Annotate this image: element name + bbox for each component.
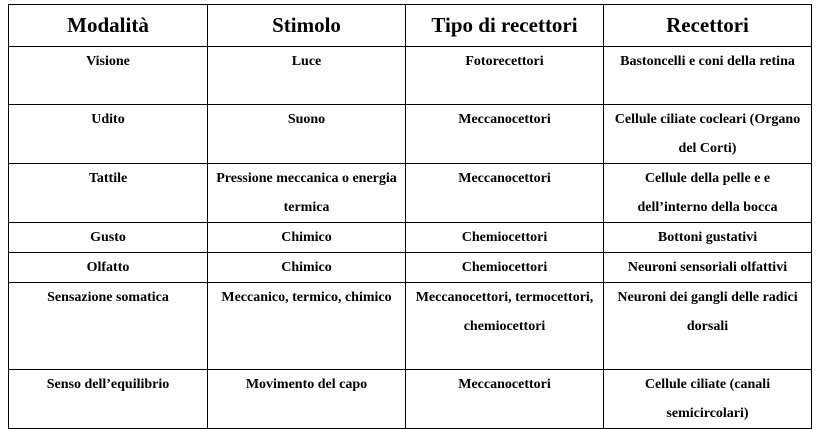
cell-modalita: Gusto — [9, 223, 208, 253]
table-row — [9, 164, 812, 223]
cell-modalita: Sensazione somatica — [9, 283, 208, 370]
cell-stimolo: Chimico — [208, 223, 406, 253]
cell-recettori: Bastoncelli e coni della retina — [604, 47, 812, 105]
cell-recettori: Cellule ciliate cocleari (Organo del Corti) — [604, 105, 812, 164]
cell-tipo-recettori: Meccanocettori — [406, 105, 604, 164]
cell-modalita: Tattile — [9, 164, 208, 223]
cell-modalita: Udito — [9, 105, 208, 164]
cell-modalita: Senso dell’equilibrio — [9, 370, 208, 429]
table-row — [9, 105, 812, 164]
table-header-row — [9, 5, 812, 47]
header-modalita: Modalità — [9, 5, 208, 47]
cell-modalita: Visione — [9, 47, 208, 105]
cell-recettori: Bottoni gustativi — [604, 223, 812, 253]
cell-tipo-recettori: Chemiocettori — [406, 253, 604, 283]
table-row — [9, 223, 812, 253]
cell-stimolo: Pressione meccanica o energia termica — [208, 164, 406, 223]
cell-recettori: Cellule della pelle e e dell’interno della bocca — [604, 164, 812, 223]
header-tipo-recettori: Tipo di recettori — [406, 5, 604, 47]
cell-stimolo: Suono — [208, 105, 406, 164]
cell-tipo-recettori: Chemiocettori — [406, 223, 604, 253]
cell-stimolo: Movimento del capo — [208, 370, 406, 429]
cell-tipo-recettori: Meccanocettori — [406, 164, 604, 223]
cell-stimolo: Meccanico, termico, chimico — [208, 283, 406, 370]
cell-stimolo: Chimico — [208, 253, 406, 283]
table-row — [9, 47, 812, 105]
table-row — [9, 253, 812, 283]
table-row — [9, 370, 812, 429]
header-stimolo: Stimolo — [208, 5, 406, 47]
cell-tipo-recettori: Fotorecettori — [406, 47, 604, 105]
cell-tipo-recettori: Meccanocettori — [406, 370, 604, 429]
cell-tipo-recettori: Meccanocettori, termocettori, chemiocettori — [406, 283, 604, 370]
cell-recettori: Cellule ciliate (canali semicircolari) — [604, 370, 812, 429]
receptors-table — [8, 4, 812, 429]
cell-recettori: Neuroni dei gangli delle radici dorsali — [604, 283, 812, 370]
cell-stimolo: Luce — [208, 47, 406, 105]
cell-recettori: Neuroni sensoriali olfattivi — [604, 253, 812, 283]
table-row — [9, 283, 812, 370]
cell-modalita: Olfatto — [9, 253, 208, 283]
header-recettori: Recettori — [604, 5, 812, 47]
